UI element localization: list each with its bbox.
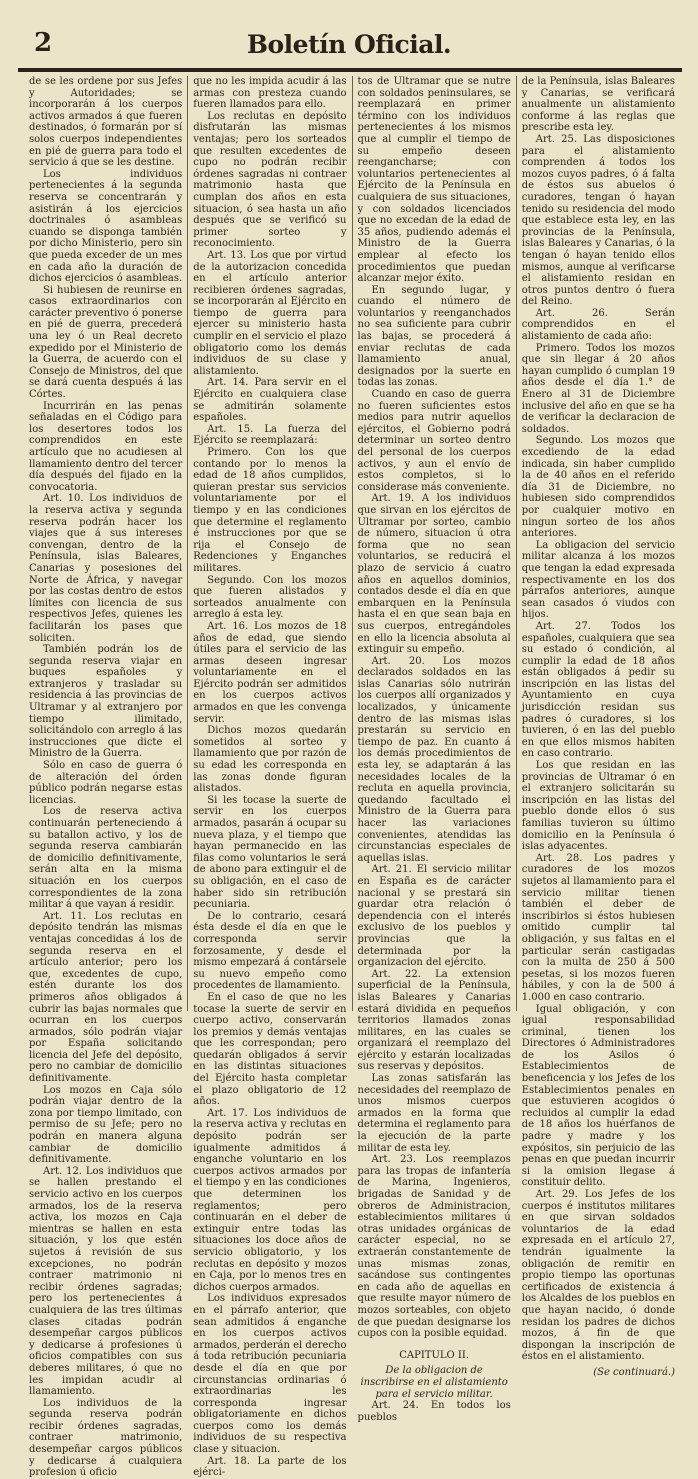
paragraph: Art. 22. La extension superficial de la Península, islas Baleares y Canarias estará dividida en pequeños territorios llamados zonas militares, en las cuales se organizará el reemplazo del ejército y estarán localizadas sus reservas y depósitos. <box>357 968 511 1073</box>
journal-title: Boletín Oficial. <box>246 30 452 59</box>
paragraph: Art. 27. Todos los españoles, cualquiera que sea su estado ó condición, al cumplir la edad de 18 años están obligados á pedir su inscripción en las listas del Ayuntamiento en cuya jurisdicción residan sus padres ó curadores, si los tuvieren, ó en las del pueblo en que ellos mismos habiten en caso contrario. <box>521 620 675 760</box>
paragraph: Los individuos pertenecientes á la segunda reserva se concentrarán y asistirán á los ejercicios doctrinales ó asambleas cuando se disponga también por dicho Ministerio, pero sin que pueda exceder de un mes en cada año la duración de dichos ejercicios ó asambleas. <box>29 168 183 285</box>
paragraph: Art. 24. En todos los pueblos <box>357 1400 511 1423</box>
paragraph: De lo contrario, cesará ésta desde el día en que le corresponda servir forzosamente, y desde el mismo empezará á contársele su nuevo empeño como procedentes de llamamiento. <box>193 910 347 992</box>
paragraph: Art. 17. Los individuos de la reserva activa y reclutas en depósito podrán ser igualmente admitidos á enganche voluntario en los cuerpos activos armados por el tiempo y en las condiciones que determinen los reglamentos; pero continuarán en el deber de extinguir entre todas las situaciones los doce años de servicio obligatorio, y los reclutas en depósito y mozos en Caja, por lo menos tres en dichos cuerpos armados. <box>193 1107 347 1293</box>
continuation-note: (Se continuará.) <box>593 1366 675 1378</box>
paragraph: Los de reserva activa continuarán perteneciendo á su batallon activo, y los de segunda reserva cambiarán de domicilio definitivamente, serán alta en la misma situación en los cuerpos correspondientes de la zona militar á que vayan á residir. <box>29 806 183 911</box>
paragraph: Los que residan en las provincias de Ultramar ó en el extranjero solicitarán su inscripción en las listas del pueblo donde ellos ó sus familias tuvieron su último domicilio en la Península ó islas adyacentes. <box>521 760 675 853</box>
paragraph: Art. 14. Para servir en el Ejército en cualquiera clase se admitirán solamente españoles. <box>193 377 347 424</box>
paragraph: Los reclutas en depósito disfrutarán las mismas ventajas; pero los sorteados que resulten excedentes de cupo no podrán recibir órdenes sagradas ni contraer matrimonio hasta que cumplan dos años en esta situacion, ó sea hasta un año después que se verificó su primer sorteo y reconocimiento. <box>193 110 347 250</box>
paragraph: Segundo. Los mozos que excediendo de la edad indicada, sin haber cumplido la de 40 años en el referido día 31 de Diciembre, no hubiesen sido comprendidos por cualquier motivo en ningun sorteo de los años anteriores. <box>521 435 675 540</box>
chapter-subtitle: De la obligacion de inscribirse en el alistamiento para el servicio militar. <box>360 1365 508 1400</box>
paragraph: Art. 28. Los padres y curadores de los mozos sujetos al llamamiento para el servicio militar tienen también el deber de inscribirlos si éstos hubiesen omitido cumplir tal obligación, y sus faltas en el particular serán castigadas con la multa de 250 á 500 pesetas, si los mozos fueren hábiles, y con la de 500 á 1.000 en caso contrario. <box>521 852 675 1003</box>
paragraph: Si les tocase la suerte de servir en los cuerpos armados, pasarán á ocupar su nueva plaza, y el tiempo que hayan permanecido en las filas como voluntarios le será de abono para extinguir el de su obligación, en el caso de haber sido sin retribución pecuniaria. <box>193 794 347 911</box>
column-3 <box>352 76 516 1423</box>
paragraph: Art. 12. Los individuos que se hallen prestando el servicio activo en los cuerpos armados, los de la reserva activa, los mozos en Caja mientras se hallen en esta situación, y los que estén sujetos á revisión de sus excepciones, no podrán contraer matrimonio ni recibir órdenes sagradas; pero los pertenecientes á cualquiera de las tres últimas clases citadas podrán desempeñar cargos públicos y dedicarse á profesiones ú oficios compatibles con sus deberes militares, ó que no les impidan acudir al llamamiento. <box>29 1165 183 1398</box>
paragraph: Igual obligación, y con igual responsabilidad criminal, tienen los Directores ó Administradores de los Asilos ó Establecimientos de beneficencia y los Jefes de los Establecimientos penales en que estuvieren acogidos ó recluidos al cumplir la edad de 18 años los huérfanos de padre y madre y los expósitos, sin perjuicio de las penas en que puedan incurrir si la omision llegase á constituir delito. <box>521 1003 675 1189</box>
paragraph: Art. 13. Los que por virtud de la autorizacion concedida en el artículo anterior recibieren órdenes sagradas, se incorporarán al Ejército en tiempo de guerra para ejercer su ministerio hasta cumplir en el servicio el plazo obligatorio como los demás individuos de su clase y alistamiento. <box>193 249 347 377</box>
paragraph: Art. 26. Serán comprendidos en el alistamiento de cada año: <box>521 307 675 343</box>
paragraph: Art. 20. Los mozos declarados soldados en las islas Canarias sólo nutrirán los cuerpos allí organizados y localizados, y únicamente dentro de las mismas islas prestarán su servicio en tiempo de paz. En cuanto á los demás procedimientos de esta ley, se adaptarán á las necesidades locales de la recluta en aquella provincia, quedando facultado el Ministro de la Guerra para hacer las variaciones convenientes, atendidas las circunstancias especiales de aquellas islas. <box>357 655 511 864</box>
paragraph: Dichos mozos quedarán sometidos al sorteo y llamamiento que por razón de su edad les corresponda en las zonas donde figuran alistados. <box>193 725 347 795</box>
paragraph: En el caso de que no les tocase la suerte de servir en cuerpo activo, conservarán los premios y demás ventajas que les correspondan; pero quedarán obligados á servir en las distintas situaciones del Ejército hasta completar el plazo obligatorio de 12 años. <box>193 991 347 1108</box>
paragraph: Art. 23. Los reemplazos para las tropas de infantería de Marina, Ingenieros, brigadas de Sanidad y de obreros de Administracion, establecimientos militares ú otras unidades orgánicas de carácter especial, no se extraerán constantemente de unas mismas zonas, sacándose sus contingentes en cada año de aquellas en que resulte mayor número de mozos sorteables, con objeto de que puedan designarse los cupos con la posible equidad. <box>357 1154 511 1340</box>
paragraph: Segundo. Con los mozos que fueren alistados y sorteados anualmente con arreglo á esta ley. <box>193 574 347 621</box>
text-columns <box>24 76 680 1479</box>
paragraph: Cuando en caso de guerra no fueren suficientes estos medios para nutrir aquellos ejércitos, el Gobierno podrá determinar un sorteo dentro del personal de los cuerpos activos, y aun el envío de estos completos, si lo considerase más conveniente. <box>357 389 511 493</box>
chapter-heading: CAPITULO II. <box>399 1349 469 1361</box>
paragraph: Incurrirán en las penas señaladas en el Código para los desertores todos los comprendidos en este artículo que no acudiesen al llamamiento dentro del tercer día después del fijado en la convocatoria. <box>29 400 183 493</box>
page-number: 2 <box>34 28 53 58</box>
column-4 <box>516 76 680 1378</box>
paragraph: Art. 10. Los individuos de la reserva activa y segunda reserva podrán hacer los viajes que á sus intereses convengan, dentro de la Península, islas Baleares, Canarias y posesiones del Norte de África, y navegar por las costas dentro de estos límites con licencia de sus respectivos Jefes, quienes les facilitarán los pases que soliciten. <box>29 493 183 644</box>
paragraph: de se les ordene por sus Jefes y Autoridades; se incorporarán á los cuerpos activos armados á que fueren destinados, ó formarán por sí solos cuerpos independientes en pié de guerra para todo el servicio á que se les destine. <box>29 76 183 169</box>
paragraph: Los mozos en Caja sólo podrán viajar dentro de la zona por tiempo limitado, con permiso de su Jefe; pero no podrán en manera alguna cambiar de domicilio definitivamente. <box>29 1084 183 1166</box>
column-1 <box>24 76 187 1479</box>
paragraph: Las zonas satisfarán las necesidades del reemplazo de unos mismos cuerpos armados en la forma que determina el reglamento para la ejecución de la parte militar de esta ley. <box>357 1073 511 1154</box>
paragraph: Los individuos de la segunda reserva podrán recibir órdenes sagradas, contraer matrimonio, desempeñar cargos públicos y dedicarse á cualquiera profesion ú oficio <box>29 1397 183 1479</box>
paragraph: La obligacion del servicio militar alcanza á los mozos que tengan la edad expresada respectivamente en los dos párrafos anteriores, aunque sean casados ó viudos con hijos. <box>521 539 675 621</box>
paragraph: Art. 19. A los individuos que sirvan en los ejércitos de Ultramar por sorteo, cambio de número, situacion ú otra forma que no sean voluntarios, se reducirá el plazo de servicio á cuatro años en aquellos dominios, contados desde el día en que embarquen en la Península hasta el en que sean baja en sus cuerpos, entregándoles en ello la licencia absoluta al extinguir su empeño. <box>357 493 511 656</box>
paragraph: Art. 15. La fuerza del Ejército se reemplazará: <box>193 423 347 447</box>
paragraph: tos de Ultramar que se nutre con soldados peninsulares, se reemplazará en primer término con los individuos pertenecientes á los mismos que al cumplir el tiempo de su empeño deseen reengancharse; con voluntarios pertenecientes al Ejército de la Península en cualquiera de sus situaciones, y con soldados licenciados que no excedan de la edad de 35 años, pudiendo además el Ministro de la Guerra emplear al efecto los procedimientos que puedan alcanzar mejor éxito. <box>357 76 511 285</box>
paragraph: Art. 16. Los mozos de 18 años de edad, que siendo útiles para el servicio de las armas deseen ingresar voluntariamente en el Ejército podrán ser admitidos en los cuerpos activos armados en que les convenga servir. <box>193 620 347 725</box>
header-rule <box>18 68 682 72</box>
paragraph: Art. 25. Las disposiciones para el alistamiento comprenden á todos los mozos cuyos padres, ó á falta de éstos sus abuelos ó curadores, tengan ó hayan tenido su residencia del modo que establece esta ley, en las provincias de la Península, islas Baleares y Canarias, ó la tengan ó hayan tenido ellos mismos, aunque al verificarse el alistamiento residan en otros puntos dentro ó fuera del Reino. <box>521 133 675 308</box>
paragraph: Art. 11. Los reclutas en depósito tendrán las mismas ventajas concedidas á los de segunda reserva en el artículo anterior; pero los que, excedentes de cupo, estén durante los dos primeros años obligados á cubrir las bajas normales que ocurran en los cuerpos armados, sólo podrán viajar por España solicitando licencia del Jefe del depósito, pero no cambiar de domicilio definitivamente. <box>29 910 183 1085</box>
paragraph: También podrán los de segunda reserva viajar en buques españoles y extranjeros y trasladar su residencia á las provincias de Ultramar y al extranjero por tiempo ilimitado, solicitándolo con arreglo á las instrucciones que dicte el Ministro de la Guerra. <box>29 644 183 760</box>
paragraph: que no les impida acudir á las armas con presteza cuando fueren llamados para ello. <box>193 76 347 111</box>
paragraph: Art. 29. Los Jefes de los cuerpos é institutos militares en que sirvan soldados voluntarios de la edad expresada en el artículo 27, tendrán igualmente la obligación de remitir en propio tiempo las oportunas certificados de existencia á los Alcaldes de los pueblos en que hayan nacido, ó donde residan los padres de dichos mozos, á fin de que dispongan la inscripción de éstos en el alistamiento. <box>521 1189 675 1363</box>
paragraph: Art. 21. El servicio militar en España es de carácter nacional y se prestará sin guardar otra relación ó dependencia con el interés exclusivo de los pueblos y provincias que la determinada por la organizacion del ejército. <box>357 864 511 969</box>
paragraph: Los individuos expresados en el párrafo anterior, que sean admitidos á enganche en los cuerpos activos armados, perderán el derecho á toda retribución pecuniaria desde el día en que por circunstancias ordinarias ó extraordinarias les corresponda ingresar obligatoriamente en dichos cuerpos como los demás individuos de su respectiva clase y situacion. <box>193 1293 347 1456</box>
paragraph: Primero. Con los que contando por lo menos la edad de 18 años cumplidos, quieran prestar sus servicios voluntariamente por el tiempo y en las condiciones que determine el reglamento é instrucciones por que se rija el Consejo de Redenciones y Enganches militares. <box>193 447 347 574</box>
paragraph: Sólo en caso de guerra ó de alteración del órden público podrán negarse estas licencias. <box>29 760 183 806</box>
paragraph: de la Península, islas Baleares y Canarias, se verificará anualmente un alistamiento conforme á las reglas que prescribe esta ley. <box>521 76 675 134</box>
column-2 <box>187 76 351 1479</box>
paragraph: Primero. Todos los mozos que sin llegar á 20 años hayan cumplido ó cumplan 19 años desde el día 1.° de Enero al 31 de Diciembre inclusive del año en que se ha de verificar la declaracion de soldados. <box>521 342 675 435</box>
paragraph: En segundo lugar, y cuando el número de voluntarios y reenganchados no sea suficiente para cubrir las bajas, se procederá á enviar reclutas de cada llamamiento anual, designados por la suerte en todas las zonas. <box>357 284 511 389</box>
paragraph: Si hubiesen de reunirse en casos extraordinarios con carácter preventivo ó ponerse en pié de guerra, precederá una ley ó un Real decreto expedido por el Ministerio de la Guerra, de acuerdo con el Consejo de Ministros, del que se dará cuenta después á las Córtes. <box>29 284 183 401</box>
paragraph: Art. 18. La parte de los ejérci- <box>193 1455 347 1479</box>
page-header <box>24 22 674 62</box>
